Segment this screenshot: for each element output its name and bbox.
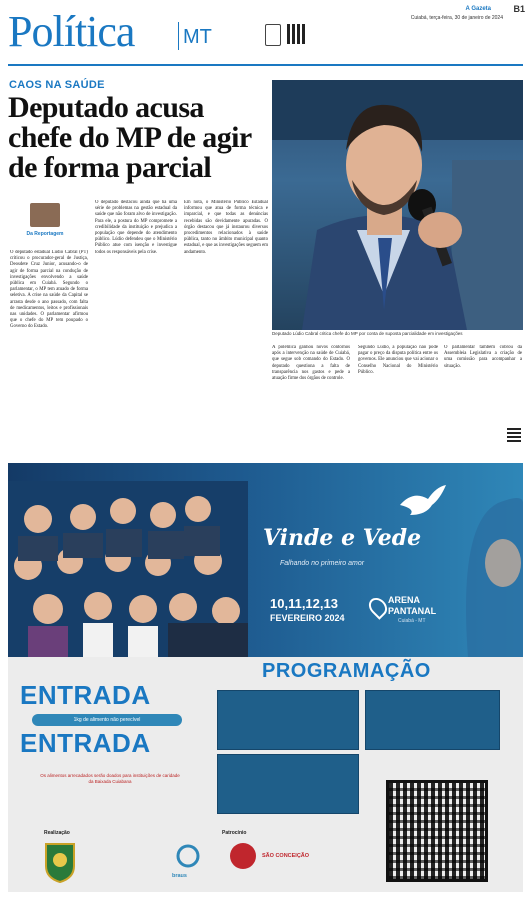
entrada-pill: 1kg de alimento não perecível (32, 714, 182, 726)
article-kicker: CAOS NA SAÚDE (9, 79, 105, 91)
event-venue (388, 595, 436, 617)
programacao-card-2 (365, 690, 500, 750)
entrada-label-1: ENTRADA (20, 680, 151, 710)
masthead-rule (8, 64, 523, 66)
dove-icon (398, 485, 448, 521)
event-month: FEVEREIRO 2024 (270, 613, 345, 623)
brand-small: A Gazeta (465, 6, 491, 12)
masthead-divider (178, 22, 179, 50)
event-qr-code[interactable] (386, 780, 488, 882)
virgin-mary-illustration (448, 463, 523, 657)
article-headline: Deputado acusa chefe do MP de agir de forma parcial (8, 91, 251, 184)
programacao-card-3 (217, 754, 359, 814)
article-column-2: O deputado destacou ainda que há uma série de problemas na gestão estadual da saúde que não foram alvo de investigação. Para ele, a postura do MP compromete a credibilidade da instituição e prejudica a população que depende do atendimento público. Lúdio defendeu que o Ministério Público atue com isenção e investigue todos os responsáveis pela crise. (95, 200, 177, 255)
sponsor-2: SÃO CONCEIÇÃO (262, 853, 310, 859)
programacao-title: PROGRAMAÇÃO (262, 660, 431, 682)
author-byline: Da Reportagem (26, 231, 64, 237)
patrocinio-label: Patrocínio (222, 830, 247, 836)
sao-conceicao-logo (230, 843, 256, 869)
entrada-note: Os alimentos arrecadados serão doados para instituições de caridade da Baixada Cuiabana (40, 773, 180, 784)
article-column-6: O parlamentar também cobrou da Assembleia Legislativa a criação de uma comissão para acompanhar a situação. (444, 345, 522, 369)
date-line: Cuiabá, terça-feira, 30 de janeiro de 2024 (410, 15, 503, 21)
event-slogan: Falhando no primeiro amor (280, 560, 365, 567)
article-photo (272, 80, 523, 330)
event-dates: 10,11,12,13 (270, 596, 338, 611)
entrada-label-2: ENTRADA (20, 728, 151, 758)
event-venue-line1: ARENA (388, 595, 421, 605)
masthead-subtitle: MT (183, 26, 212, 48)
event-city: Cuiabá - MT (398, 618, 426, 624)
location-pin-icon (365, 594, 390, 619)
sponsor-1: braus (172, 873, 187, 879)
masthead-title: Política (8, 7, 135, 56)
phone-icon (265, 24, 281, 46)
article-column-4: A polêmica ganhou novos contornos após a intervenção na saúde de Cuiabá, que segue sob comando do Estado. O deputado questiona a falta de transparência nos gastos e pede a atuação firme dos órgãos de controle. (272, 345, 350, 382)
programacao-card-1 (217, 690, 359, 750)
article-qr-icon (507, 428, 521, 442)
event-title: Vinde e Vede (263, 525, 422, 551)
speaker-photo-illustration (272, 80, 523, 330)
event-ad-banner (8, 463, 523, 657)
page-number: B1 (513, 4, 525, 14)
coat-of-arms-logo (42, 840, 78, 884)
photo-caption: Deputado Lúdio Cabral critica chefe do MP por conta de suposta parcialidade em investigações (272, 331, 463, 336)
article-column-5: Segundo Lúdio, a população não pode pagar o preço da disputa política entre os governos. Ele anunciou que vai acionar o Conselho Nacional do Ministério Público. (358, 345, 438, 375)
author-avatar (30, 203, 60, 227)
crowd-photo-illustration (8, 481, 248, 657)
realizacao-label: Realização (44, 830, 70, 836)
event-venue-line2: PANTANAL (388, 606, 437, 616)
article-column-3: Em nota, o Ministério Público Estadual informou que atua de forma técnica e imparcial, e que todas as denúncias recebidas são devidamente apuradas. O órgão destacou que já instaurou diversos procedimentos relacionados à saúde pública, tanto no âmbito municipal quanto estadual, e que as investigações seguem em andamento. (184, 200, 268, 255)
masthead-qr-icon (287, 24, 307, 44)
article-column-1: O deputado estadual Lúdio Cabral (PT) criticou o procurador-geral de Justiça, Deosdete Cruz Junior, acusando-o de agir de forma parcial na condução de investigações envolvendo a saúde pública em Cuiabá. Segundo o parlamentar, o MP tem atuado de forma seletiva. A crise na saúde da Capital se arrasta desde o ano passado, com falta de medicamentos, leitos e profissionais nas unidades. O parlamentar afirmou que o chefe do MP tem poupado o Governo do Estado. (10, 250, 88, 330)
